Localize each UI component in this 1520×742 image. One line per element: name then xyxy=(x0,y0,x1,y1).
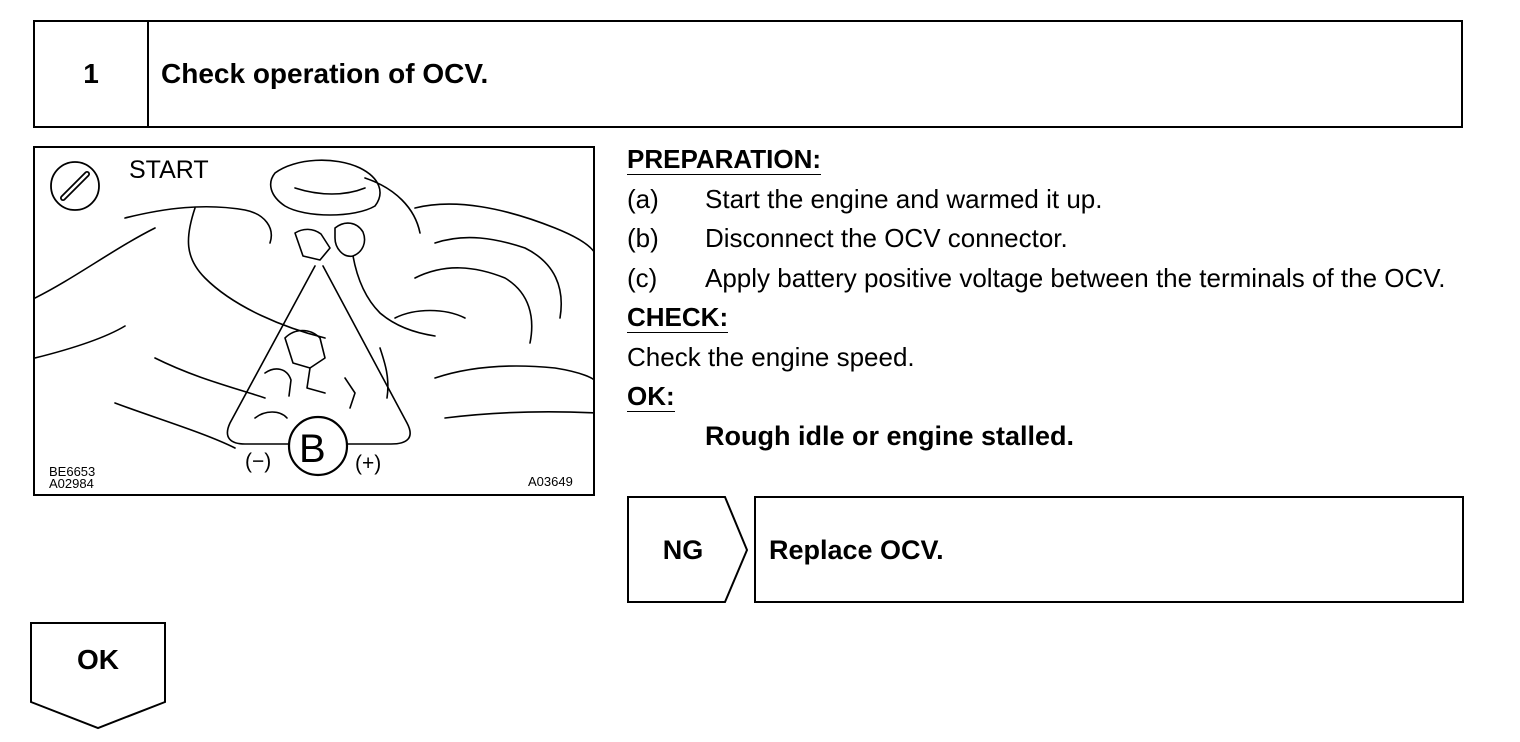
figure-code-right: A03649 xyxy=(528,474,573,489)
ok-heading: OK: xyxy=(627,381,675,412)
check-heading: CHECK: xyxy=(627,302,729,333)
ok-result-text: Rough idle or engine stalled. xyxy=(705,420,1075,451)
prep-item-label: (c) xyxy=(627,262,658,293)
step-title: Check operation of OCV. xyxy=(161,58,489,89)
positive-terminal-label: (+) xyxy=(355,452,382,475)
ok-branch xyxy=(30,622,166,730)
prep-item-text: Disconnect the OCV connector. xyxy=(705,223,1068,253)
prep-item-text: Apply battery positive voltage between the terminals of the OCV. xyxy=(705,262,1446,293)
prep-item-b xyxy=(627,219,1465,259)
prep-item-text: Start the engine and warmed it up. xyxy=(705,183,1103,214)
prep-item-c xyxy=(627,259,1465,299)
step-header xyxy=(33,20,1463,128)
ng-action: Replace OCV. xyxy=(769,534,944,565)
prep-item-a xyxy=(627,180,1465,220)
figure-code-2: A02984 xyxy=(49,476,94,491)
ok-label: OK xyxy=(77,644,119,675)
negative-terminal-label: (−) xyxy=(245,450,272,473)
procedure-text xyxy=(627,140,1465,456)
ok-arrow-outline xyxy=(30,622,166,730)
switch-label: START xyxy=(129,156,209,184)
ng-branch xyxy=(627,496,1465,604)
ng-label: NG xyxy=(662,534,704,565)
check-text: Check the engine speed. xyxy=(627,341,915,372)
engine-illustration xyxy=(33,146,595,496)
step-number: 1 xyxy=(83,58,99,89)
ng-branch-outline xyxy=(627,496,1465,604)
prep-item-label: (b) xyxy=(627,223,659,253)
step-divider xyxy=(147,22,149,126)
prep-item-label: (a) xyxy=(627,183,659,214)
figure-code-1: BE6653 xyxy=(49,464,96,479)
preparation-heading: PREPARATION: xyxy=(627,144,822,175)
battery-letter: B xyxy=(299,427,326,471)
